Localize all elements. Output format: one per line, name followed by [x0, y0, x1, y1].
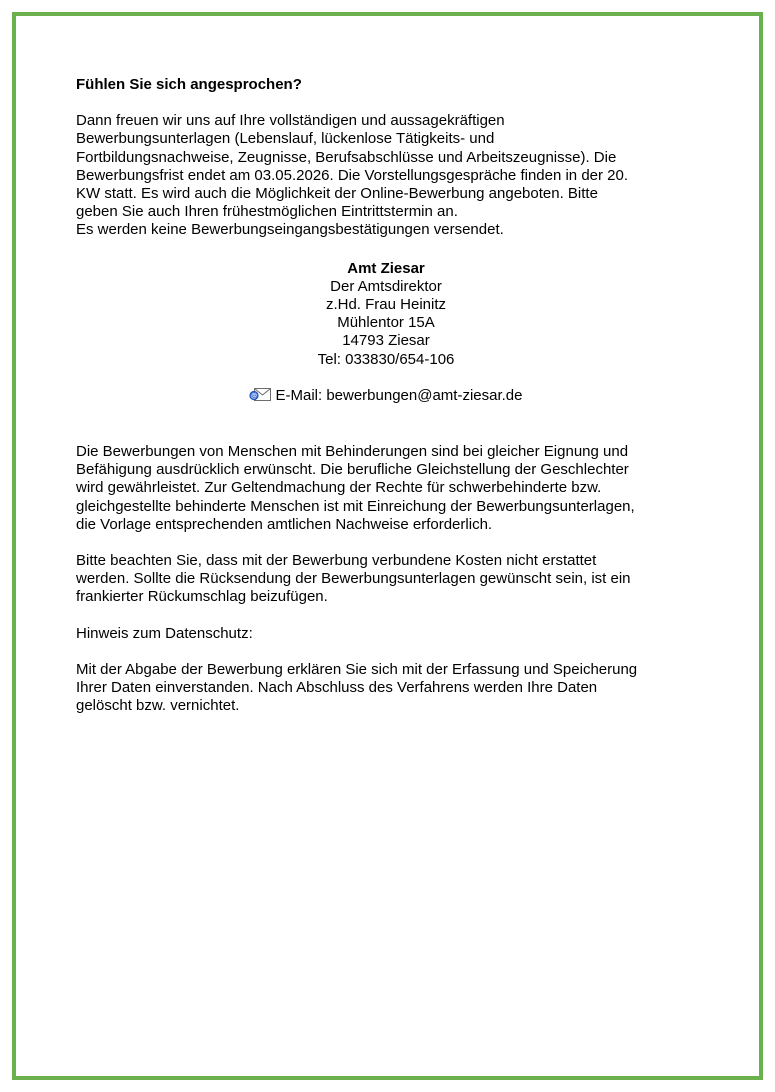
disability-paragraph	[76, 443, 716, 534]
paragraph-line: frankierter Rückumschlag beizufügen.	[76, 588, 328, 606]
paragraph-line: wird gewährleistet. Zur Geltendmachung der Rechte für schwerbehinderte bzw.	[76, 479, 602, 497]
address-name: Amt Ziesar	[347, 259, 425, 277]
address-block	[76, 260, 696, 369]
email-link[interactable]: E-Mail: bewerbungen@amt-ziesar.de	[275, 386, 523, 404]
email-row[interactable]	[76, 387, 696, 405]
svg-text:@: @	[251, 393, 258, 400]
paragraph-line: Bewerbungsfrist endet am 03.05.2026. Die Vorstellungsgespräche finden in der 20.	[76, 166, 629, 184]
intro-paragraph	[76, 112, 716, 239]
address-line: Mühlentor 15A	[337, 314, 435, 332]
document-content	[76, 76, 716, 715]
paragraph-line: Fortbildungsnachweise, Zeugnisse, Berufsabschlüsse und Arbeitszeugnisse). Die	[76, 148, 617, 166]
paragraph-line: geben Sie auch Ihren frühestmöglichen Eintrittstermin an.	[76, 203, 458, 221]
paragraph-line: Dann freuen wir uns auf Ihre vollständigen und aussagekräftigen	[76, 112, 505, 130]
section-heading: Fühlen Sie sich angesprochen?	[76, 76, 302, 93]
address-line: z.Hd. Frau Heinitz	[325, 296, 447, 314]
paragraph-line: Es werden keine Bewerbungseingangsbestätigungen versendet.	[76, 221, 504, 239]
address-line: 14793 Ziesar	[342, 332, 430, 350]
costs-paragraph	[76, 552, 716, 607]
paragraph-line: werden. Sollte die Rücksendung der Bewerbungsunterlagen gewünscht sein, ist ein	[76, 570, 631, 588]
email-icon	[249, 388, 271, 401]
address-phone: Tel: 033830/654-106	[317, 350, 455, 368]
paragraph-line: gleichgestellte behinderte Menschen ist mit Einreichung der Bewerbungsunterlagen,	[76, 497, 635, 515]
paragraph-line: Befähigung ausdrücklich erwünscht. Die berufliche Gleichstellung der Geschlechter	[76, 461, 629, 479]
paragraph-line: gelöscht bzw. vernichtet.	[76, 697, 240, 715]
paragraph-line: Mit der Abgabe der Bewerbung erklären Sie sich mit der Erfassung und Speicherung	[76, 660, 638, 678]
address-line: Der Amtsdirektor	[330, 277, 442, 295]
paragraph-line: Bewerbungsunterlagen (Lebenslauf, lückenlose Tätigkeits- und	[76, 130, 495, 148]
paragraph-line: Ihrer Daten einverstanden. Nach Abschluss des Verfahrens werden Ihre Daten	[76, 679, 598, 697]
paragraph-line: KW statt. Es wird auch die Möglichkeit der Online-Bewerbung angeboten. Bitte	[76, 185, 598, 203]
paragraph-line: Die Bewerbungen von Menschen mit Behinderungen sind bei gleicher Eignung und	[76, 443, 629, 461]
privacy-heading: Hinweis zum Datenschutz:	[76, 624, 253, 642]
paragraph-line: Bitte beachten Sie, dass mit der Bewerbung verbundene Kosten nicht erstattet	[76, 552, 597, 570]
privacy-paragraph	[76, 661, 716, 716]
paragraph-line: die Vorlage entsprechenden amtlichen Nachweise erforderlich.	[76, 515, 493, 533]
